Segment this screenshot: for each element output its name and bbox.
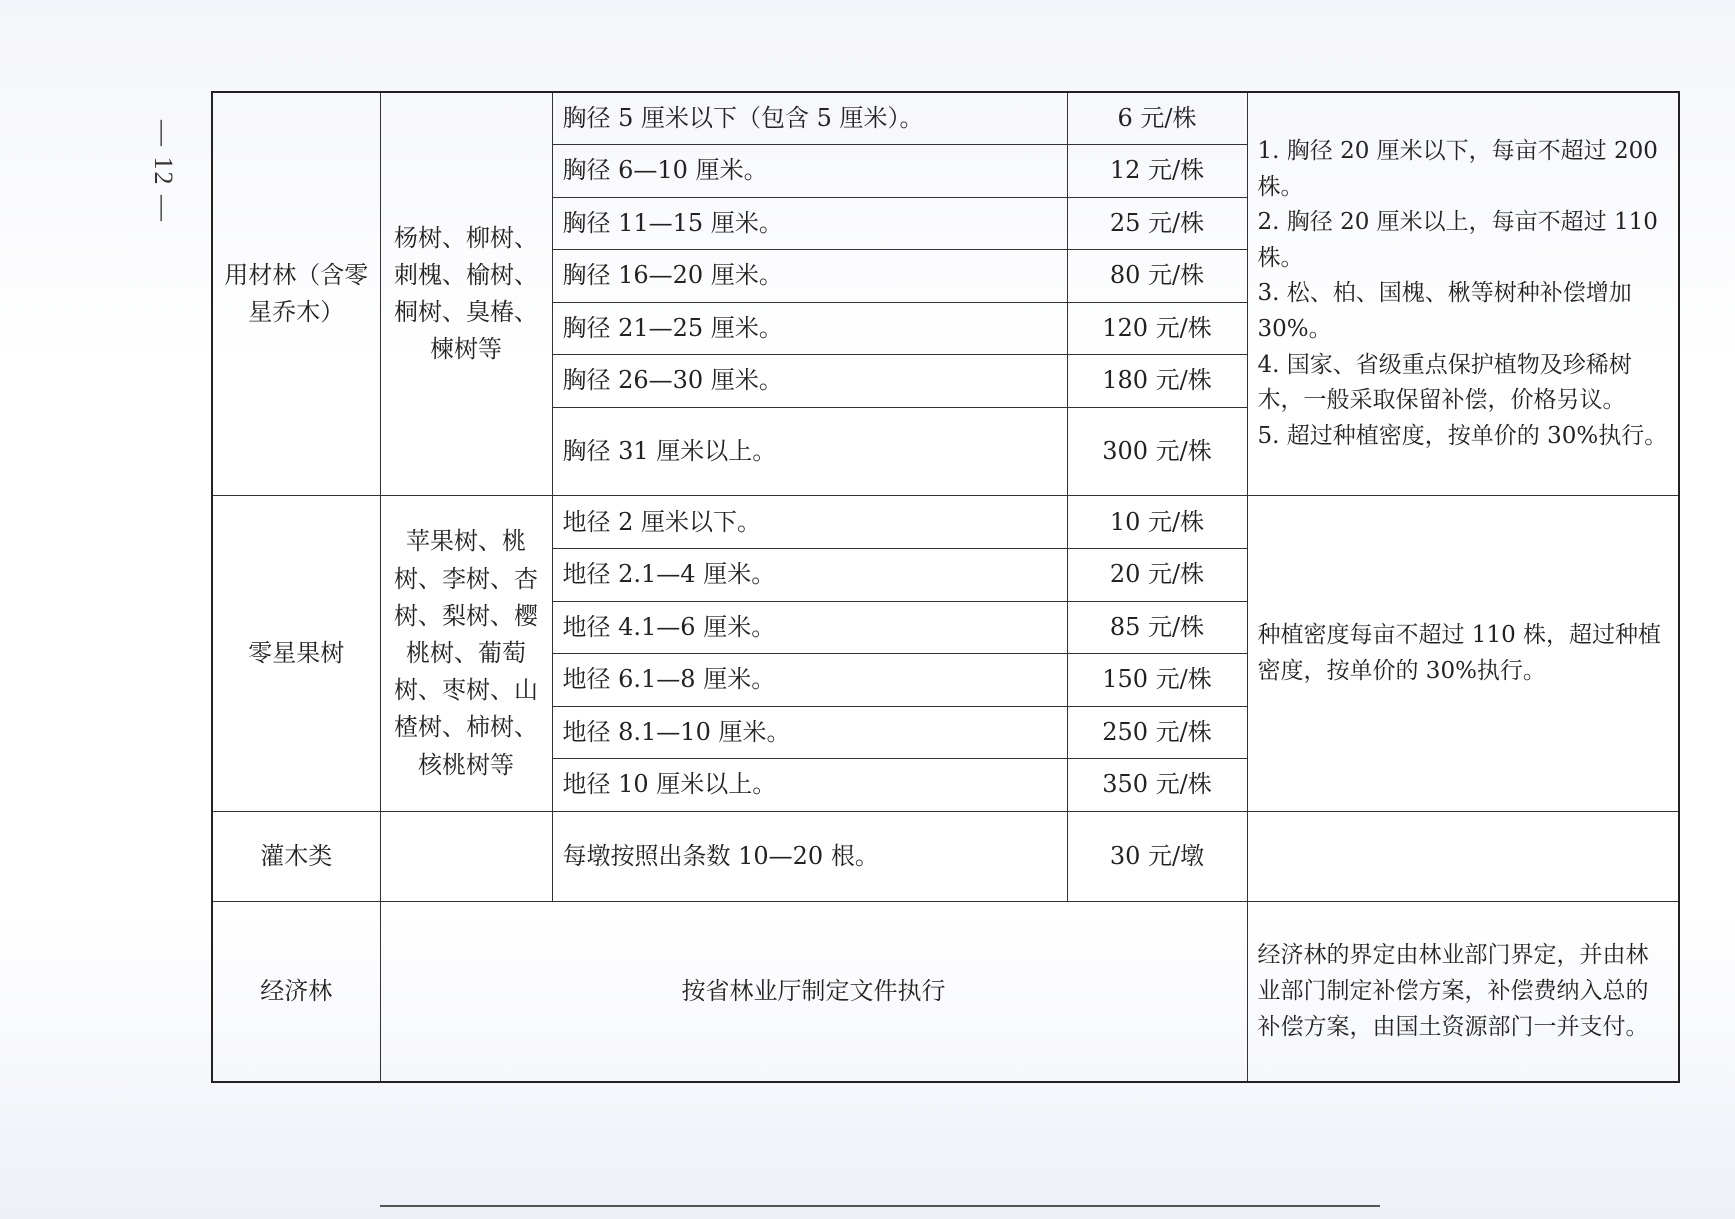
table-row <box>212 496 1679 549</box>
price-cell: 300 元/株 <box>1067 407 1247 496</box>
species-timber: 杨树、柳树、刺槐、榆树、桐树、臭椿、楝树等 <box>380 92 552 496</box>
notes-timber <box>1247 92 1679 496</box>
species-shrub-empty <box>380 811 552 902</box>
spec-cell: 地径 2.1—4 厘米。 <box>552 549 1067 602</box>
price-cell: 6 元/株 <box>1067 92 1247 145</box>
note-line: 5. 超过种植密度，按单价的 30%执行。 <box>1257 422 1668 449</box>
price-cell: 350 元/株 <box>1067 759 1247 812</box>
note-line: 1. 胸径 20 厘米以下，每亩不超过 200 株。 <box>1257 137 1658 200</box>
price-cell: 120 元/株 <box>1067 302 1247 355</box>
spec-cell: 胸径 16—20 厘米。 <box>552 250 1067 303</box>
spec-cell: 地径 10 厘米以上。 <box>552 759 1067 812</box>
price-cell: 150 元/株 <box>1067 654 1247 707</box>
category-fruit: 零星果树 <box>212 496 380 811</box>
spec-cell: 胸径 21—25 厘米。 <box>552 302 1067 355</box>
price-cell: 10 元/株 <box>1067 496 1247 549</box>
page-number: — 12 — <box>149 120 178 223</box>
spec-cell: 地径 6.1—8 厘米。 <box>552 654 1067 707</box>
scan-edge-marks <box>380 1205 1380 1215</box>
category-economic: 经济林 <box>212 902 380 1082</box>
compensation-table <box>211 91 1680 1083</box>
spec-cell: 胸径 11—15 厘米。 <box>552 197 1067 250</box>
notes-fruit: 种植密度每亩不超过 110 株，超过种植密度，按单价的 30%执行。 <box>1247 496 1679 811</box>
species-fruit: 苹果树、桃树、李树、杏树、梨树、樱桃树、葡萄树、枣树、山楂树、柿树、核桃树等 <box>380 496 552 811</box>
note-line: 3. 松、柏、国槐、楸等树种补偿增加 30%。 <box>1257 280 1632 343</box>
spec-cell: 地径 2 厘米以下。 <box>552 496 1067 549</box>
policy-economic: 按省林业厅制定文件执行 <box>380 902 1247 1082</box>
spec-cell: 胸径 31 厘米以上。 <box>552 407 1067 496</box>
spec-cell: 胸径 6—10 厘米。 <box>552 145 1067 198</box>
price-cell: 80 元/株 <box>1067 250 1247 303</box>
price-cell: 25 元/株 <box>1067 197 1247 250</box>
notes-economic: 经济林的界定由林业部门界定，并由林业部门制定补偿方案，补偿费纳入总的补偿方案，由国土资源部门一并支付。 <box>1247 902 1679 1082</box>
spec-cell: 胸径 5 厘米以下（包含 5 厘米）。 <box>552 92 1067 145</box>
spec-cell: 每墩按照出条数 10—20 根。 <box>552 811 1067 902</box>
note-line: 4. 国家、省级重点保护植物及珍稀树木，一般采取保留补偿，价格另议。 <box>1257 351 1632 414</box>
table-row <box>212 92 1679 145</box>
spec-cell: 胸径 26—30 厘米。 <box>552 355 1067 408</box>
spec-cell: 地径 8.1—10 厘米。 <box>552 706 1067 759</box>
table-row <box>212 902 1679 1082</box>
price-cell: 180 元/株 <box>1067 355 1247 408</box>
category-shrub: 灌木类 <box>212 811 380 902</box>
category-timber: 用材林（含零星乔木） <box>212 92 380 496</box>
price-cell: 30 元/墩 <box>1067 811 1247 902</box>
spec-cell: 地径 4.1—6 厘米。 <box>552 601 1067 654</box>
table-row <box>212 811 1679 902</box>
notes-shrub-empty <box>1247 811 1679 902</box>
price-cell: 250 元/株 <box>1067 706 1247 759</box>
price-cell: 12 元/株 <box>1067 145 1247 198</box>
price-cell: 20 元/株 <box>1067 549 1247 602</box>
note-line: 2. 胸径 20 厘米以上，每亩不超过 110 株。 <box>1257 209 1658 271</box>
price-cell: 85 元/株 <box>1067 601 1247 654</box>
